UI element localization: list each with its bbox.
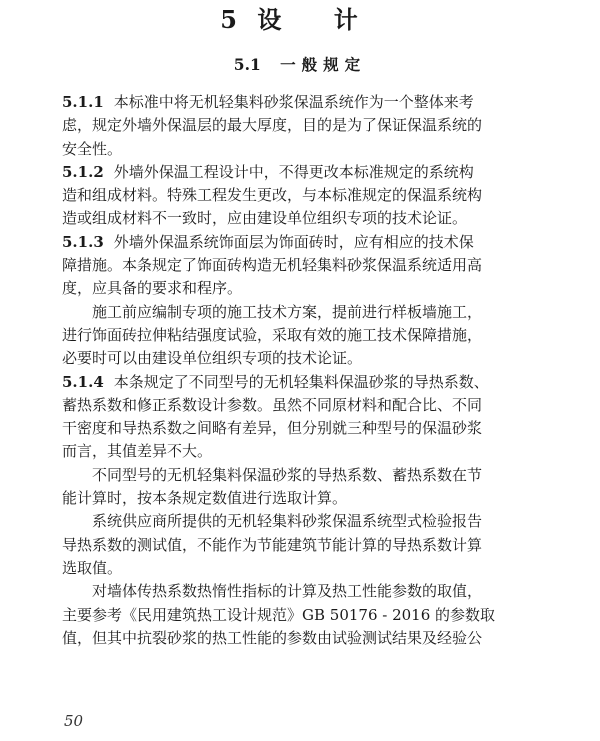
clause-number: 5.1.3 bbox=[62, 232, 104, 251]
text-line: 障措施。本条规定了饰面砖构造无机轻集料砂浆保温系统适用高 bbox=[62, 256, 483, 275]
text-line: 5.1.2 外墙外保温工程设计中，不得更改本标准规定的系统构 bbox=[62, 162, 474, 181]
text-line: 系统供应商所提供的无机轻集料砂浆保温系统型式检验报告 bbox=[92, 512, 483, 531]
section-title bbox=[0, 54, 600, 76]
text-line: 造或组成材料不一致时，应由建设单位组织专项的技术论证。 bbox=[62, 209, 468, 228]
text-line: 5.1.1 本标准中将无机轻集料砂浆保温系统作为一个整体来考 bbox=[62, 93, 474, 111]
page-number: 50 bbox=[64, 712, 84, 730]
clause-number: 5.1.4 bbox=[62, 372, 104, 391]
text-line: 施工前应编制专项的施工技术方案，提前进行样板墙施工， bbox=[92, 302, 483, 321]
text-line: 选取值。 bbox=[62, 558, 123, 577]
section-number: 5.1 bbox=[233, 55, 261, 74]
text-line: 主要参考《民用建筑热工设计规范》GB 50176 - 2016 的参数取 bbox=[62, 605, 496, 624]
clause-number: 5.1.2 bbox=[62, 162, 104, 181]
clause-number: 5.1.1 bbox=[62, 93, 104, 111]
paragraph-5-1-4-b bbox=[62, 464, 556, 511]
text-line: 而言，其值差异不大。 bbox=[62, 442, 213, 461]
text-line: 蓄热系数和修正系数设计参数。虽然不同原材料和配合比、不同 bbox=[62, 395, 483, 414]
text-line: 进行饰面砖拉伸粘结强度试验，采取有效的施工技术保障措施， bbox=[62, 325, 483, 344]
paragraph-5-1-4-d bbox=[62, 580, 556, 650]
text-line: 能计算时，按本条规定数值进行选取计算。 bbox=[62, 489, 348, 508]
clause-5-1-4 bbox=[62, 371, 556, 464]
text-line: 度，应具备的要求和程序。 bbox=[62, 279, 243, 298]
section-title-text: 一般规定 bbox=[280, 55, 367, 74]
chapter-title bbox=[0, 6, 600, 34]
clause-5-1-1 bbox=[62, 91, 556, 161]
text-line: 值，但其中抗裂砂浆的热工性能的参数由试验测试结果及经验公 bbox=[62, 628, 483, 647]
text-line: 虑，规定外墙外保温层的最大厚度，目的是为了保证保温系统的 bbox=[62, 116, 483, 135]
text-line: 干密度和导热系数之间略有差异，但分别就三种型号的保温砂浆 bbox=[62, 419, 483, 438]
text-line: 安全性。 bbox=[62, 139, 123, 158]
text-line: 必要时可以由建设单位组织专项的技术论证。 bbox=[62, 349, 363, 368]
paragraph-5-1-4-c bbox=[62, 510, 556, 580]
text-line: 不同型号的无机轻集料保温砂浆的导热系数、蓄热系数在节 bbox=[92, 465, 483, 484]
body-text bbox=[62, 91, 556, 650]
chapter-number: 5 bbox=[220, 5, 239, 34]
text-line: 5.1.3 外墙外保温系统饰面层为饰面砖时，应有相应的技术保 bbox=[62, 232, 474, 251]
text-line: 导热系数的测试值，不能作为节能建筑节能计算的导热系数计算 bbox=[62, 535, 483, 554]
text-line: 对墙体传热系数热惰性指标的计算及热工性能参数的取值， bbox=[92, 582, 483, 601]
clause-5-1-3 bbox=[62, 231, 556, 301]
text-line: 5.1.4 本条规定了不同型号的无机轻集料保温砂浆的导热系数、 bbox=[62, 372, 489, 391]
chapter-title-text: 设 计 bbox=[257, 5, 380, 34]
text-line: 造和组成材料。特殊工程发生更改，与本标准规定的保温系统构 bbox=[62, 186, 483, 205]
paragraph-5-1-3-b bbox=[62, 301, 556, 371]
clause-5-1-2 bbox=[62, 161, 556, 231]
